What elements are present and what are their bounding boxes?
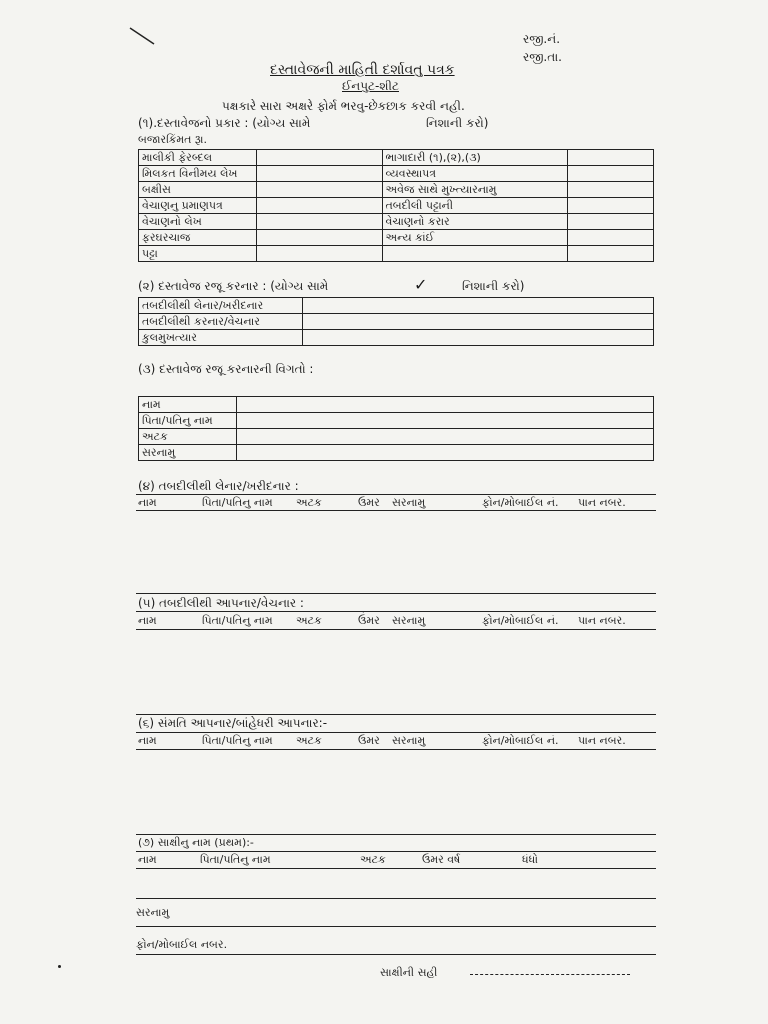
table-row	[139, 166, 654, 182]
instruction-text: પક્ષકારે સારા અક્ષરે ફોર્મ ભરવુ-છેકછાક કરવી નહી.	[222, 99, 465, 113]
document-type-label: તબદીલી પટ્ટાની	[382, 198, 568, 214]
section6-heading: (૬) સંમતિ આપનાર/બાંહેધરી આપનાર:-	[138, 716, 328, 730]
document-type-label: વેચાણનો કરાર	[382, 214, 568, 230]
presenter-father-name-field[interactable]	[236, 413, 653, 429]
divider	[136, 834, 656, 835]
table-row	[139, 198, 654, 214]
document-type-label: અવેજ સાથે મુખ્ત્યારનામુ	[382, 182, 568, 198]
document-type-label: વેચાણનુ પ્રમાણપત્ર	[139, 198, 257, 214]
divider	[136, 611, 656, 612]
table-row	[139, 246, 654, 262]
checkbox-cell[interactable]	[302, 298, 653, 314]
column-label: પાન નબર.	[578, 496, 626, 509]
document-type-label: ભાગાદારી (૧),(૨),(૩)	[382, 150, 568, 166]
divider	[136, 851, 656, 852]
table-row	[139, 314, 654, 330]
column-label: ઉંમર	[358, 614, 380, 627]
field-label: અટક	[139, 429, 237, 445]
checkbox-cell[interactable]	[302, 314, 653, 330]
document-type-label: બક્ષીસ	[139, 182, 257, 198]
column-label: સરનામુ	[392, 614, 426, 627]
phone-line[interactable]	[136, 954, 656, 955]
divider	[136, 593, 656, 594]
checkbox-cell[interactable]	[256, 230, 382, 246]
document-type-label: ફરઘરચાજ	[139, 230, 257, 246]
page-title: દસ્તાવેજની માહિતી દર્શાવતુ પત્રક	[270, 62, 455, 78]
section2-heading-tail: નિશાની કરો)	[462, 279, 525, 293]
document-type-label: વ્યવસ્થાપત્ર	[382, 166, 568, 182]
divider	[136, 510, 656, 511]
checkbox-cell[interactable]	[568, 182, 654, 198]
column-label: સરનામુ	[392, 496, 426, 509]
address-line[interactable]	[136, 926, 656, 927]
table-row	[139, 429, 654, 445]
checkbox-cell[interactable]	[256, 182, 382, 198]
document-type-label: માલીકી ફેરબ્દલ	[139, 150, 257, 166]
section3-heading: (૩) દસ્તાવેજ રજૂ કરનારની વિગતો :	[138, 362, 314, 376]
column-label: પાન નબર.	[578, 614, 626, 627]
column-label: અટક	[296, 734, 322, 747]
column-label: ઉંમર	[358, 496, 380, 509]
field-label: પિતા/પતિનુ નામ	[139, 413, 237, 429]
table-row	[139, 397, 654, 413]
presenter-name-field[interactable]	[236, 397, 653, 413]
field-label: સરનામુ	[139, 445, 237, 461]
market-value-label: બજારકિંમત રૂા.	[138, 133, 207, 146]
checkbox-cell[interactable]	[568, 214, 654, 230]
section4-heading: (૪) તબદીલીથી લેનાર/ખરીદનાર :	[138, 479, 299, 493]
column-label: ફોન/મોબાઈલ નં.	[482, 614, 559, 627]
column-label: ઉંમર	[358, 734, 380, 747]
column-label: ઉંમર વર્ષ	[422, 853, 461, 866]
table-row	[139, 298, 654, 314]
column-label: નામ	[138, 734, 157, 747]
checkbox-cell[interactable]	[256, 246, 382, 262]
check-mark-icon: ✓	[414, 275, 428, 294]
document-type-label: વેચાણનો લેખ	[139, 214, 257, 230]
section1-heading-tail: નિશાની કરો)	[426, 116, 489, 130]
divider	[136, 629, 656, 630]
column-label: પાન નબર.	[578, 734, 626, 747]
document-type-table	[138, 149, 654, 262]
presenter-surname-field[interactable]	[236, 429, 653, 445]
table-row	[139, 445, 654, 461]
table-row	[139, 214, 654, 230]
signature-line[interactable]	[470, 974, 630, 975]
checkbox-cell[interactable]	[568, 198, 654, 214]
section7-heading: (૭) સાક્ષીનુ નામ (પ્રથમ):-	[138, 836, 254, 849]
divider	[136, 494, 656, 495]
table-row	[139, 230, 654, 246]
column-label: અટક	[360, 853, 386, 866]
presenter-type-label: તબદીલીથી લેનાર/ખરીદનાર	[139, 298, 303, 314]
table-row	[139, 150, 654, 166]
document-type-label: અન્ય કાંઈ	[382, 230, 568, 246]
pen-stroke-mark	[128, 26, 158, 48]
column-label: પિતા/પતિનુ નામ	[202, 496, 273, 509]
checkbox-cell[interactable]	[256, 166, 382, 182]
registration-number-label: રજી.નં.	[523, 32, 561, 46]
checkbox-cell[interactable]	[568, 246, 654, 262]
column-label: ફોન/મોબાઈલ નં.	[482, 496, 559, 509]
column-label: સરનામુ	[392, 734, 426, 747]
column-label: નામ	[138, 496, 157, 509]
document-type-label	[382, 246, 568, 262]
witness-address-label: સરનામુ	[136, 906, 170, 919]
registration-date-label: રજી.તા.	[523, 50, 562, 64]
section2-heading: (૨) દસ્તાવેજ રજૂ કરનાર : (યોગ્ય સામે	[138, 279, 329, 293]
presenter-type-label: તબદીલીથી કરનાર/વેચનાર	[139, 314, 303, 330]
checkbox-cell[interactable]	[302, 330, 653, 346]
presenter-type-table	[138, 297, 654, 346]
column-label: અટક	[296, 614, 322, 627]
column-label: નામ	[138, 614, 157, 627]
page-subtitle: ઈનપુટ-શીટ	[342, 79, 399, 93]
document-type-label: પટ્ટા	[139, 246, 257, 262]
document-type-label: મિલકત વિનીમય લેખ	[139, 166, 257, 182]
presenter-details-table	[138, 396, 654, 461]
column-label: ફોન/મોબાઈલ નં.	[482, 734, 559, 747]
section5-heading: (૫) તબદીલીથી આપનાર/વેચનાર :	[138, 596, 304, 610]
scan-speck	[58, 965, 61, 968]
divider	[136, 732, 656, 733]
witness-phone-label: ફોન/મોબાઈલ નબર.	[136, 938, 228, 951]
checkbox-cell[interactable]	[568, 230, 654, 246]
column-label: નામ	[138, 853, 157, 866]
address-line[interactable]	[136, 898, 656, 899]
divider	[136, 714, 656, 715]
checkbox-cell[interactable]	[256, 198, 382, 214]
table-row	[139, 182, 654, 198]
column-label: ધંધો	[522, 853, 538, 866]
table-row	[139, 413, 654, 429]
field-label: નામ	[139, 397, 237, 413]
divider	[136, 749, 656, 750]
section1-heading: (૧).દસ્તાવેજનો પ્રકાર : (યોગ્ય સામે	[138, 116, 311, 130]
column-label: પિતા/પતિનુ નામ	[202, 614, 273, 627]
checkbox-cell[interactable]	[568, 166, 654, 182]
witness-signature-label: સાક્ષીની સહી	[380, 966, 438, 979]
presenter-type-label: કુલમુખત્યાર	[139, 330, 303, 346]
column-label: પિતા/પતિનુ નામ	[202, 734, 273, 747]
presenter-address-field[interactable]	[236, 445, 653, 461]
checkbox-cell[interactable]	[256, 214, 382, 230]
divider	[136, 868, 656, 869]
checkbox-cell[interactable]	[568, 150, 654, 166]
checkbox-cell[interactable]	[256, 150, 382, 166]
table-row	[139, 330, 654, 346]
column-label: પિતા/પતિનુ નામ	[200, 853, 271, 866]
column-label: અટક	[296, 496, 322, 509]
